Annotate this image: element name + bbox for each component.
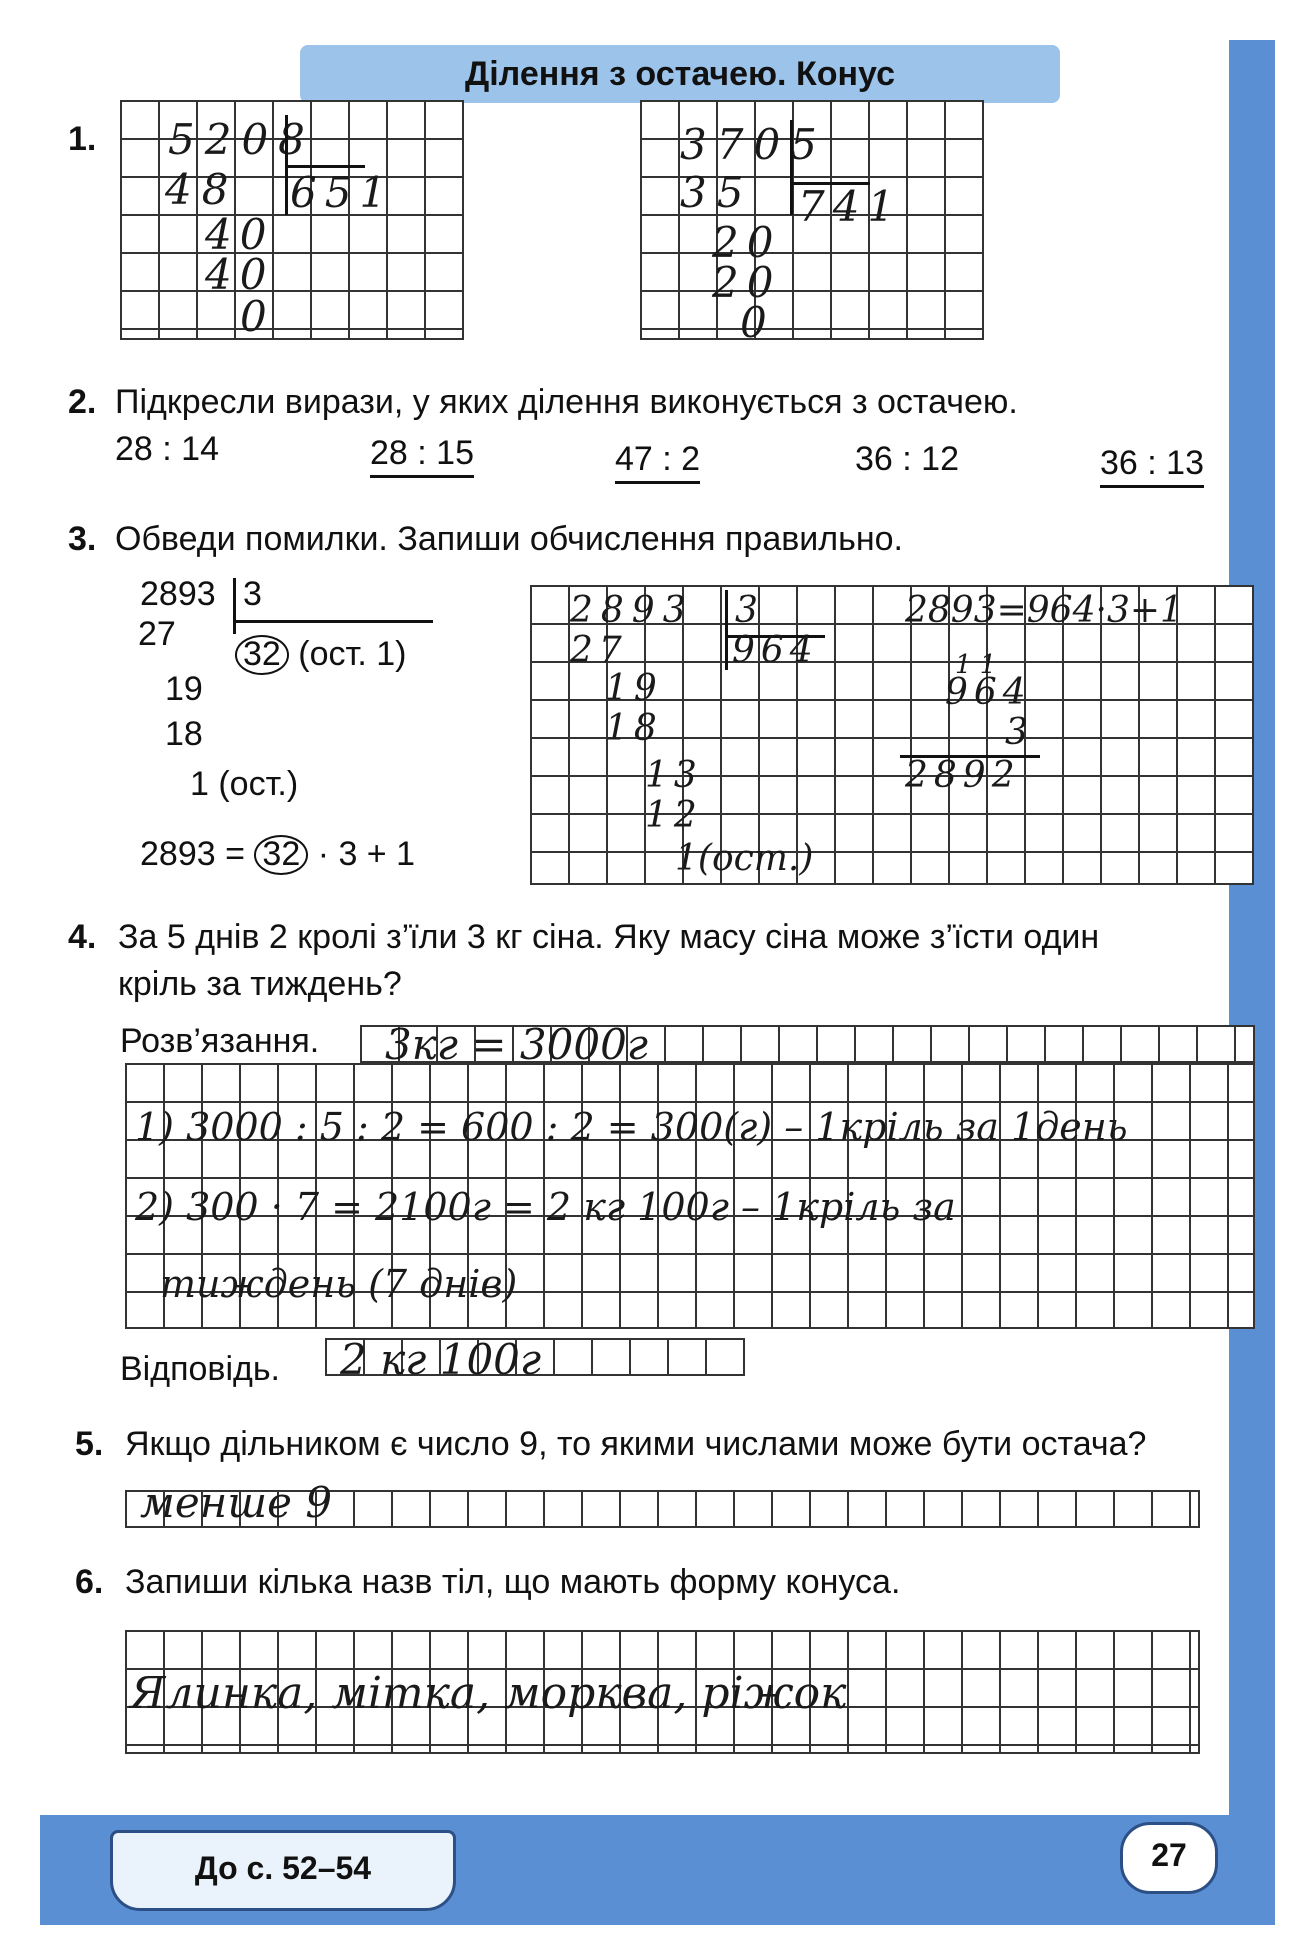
- task3-hw-bar: [725, 590, 728, 670]
- task1-div2-sub1: 35: [680, 168, 754, 217]
- task5-answer: менше 9: [140, 1478, 333, 1527]
- task3-printed-quotient-suffix: (ост. 1): [298, 635, 407, 673]
- task3-printed-check: [140, 835, 415, 875]
- task4-solution-label: Розв’язання.: [120, 1022, 320, 1060]
- task1-div2-mid1: 20: [712, 218, 782, 267]
- task2-expr-1: 28 : 14: [115, 430, 219, 468]
- task1-div1-mid1: 40: [205, 210, 275, 259]
- task1-div1-dividend: 5208: [168, 115, 315, 164]
- task3-hw-mult-by: 3: [1005, 712, 1028, 753]
- task2-expr-3: 47 : 2: [615, 440, 700, 484]
- task2-text: Підкресли вирази, у яких ділення виконується з остачею.: [115, 383, 1018, 421]
- task4-sol-line2: 2) 300 · 7 = 2100г = 2 кг 100г – 1кріль за: [135, 1185, 956, 1229]
- task3-hw-mid1: 19: [605, 668, 663, 709]
- task1-number: 1.: [68, 120, 97, 158]
- task3-check-right: · 3 + 1: [317, 835, 416, 873]
- task4-answer: 2 кг 100г: [340, 1335, 542, 1384]
- task4-sol-line1: 1) 3000 : 5 : 2 = 600 : 2 = 300(г) – 1кріль за 1день: [135, 1105, 1128, 1149]
- task3-hw-check: 2893=964·3+1: [905, 590, 1183, 631]
- task2-expr-5: 36 : 13: [1100, 444, 1204, 488]
- task1-div1-quotient: 651: [290, 168, 395, 217]
- task2-expr-4: 36 : 12: [855, 440, 959, 478]
- task1-div1-rem: 0: [240, 292, 267, 341]
- task3-printed-quotient-wrap: [235, 635, 406, 675]
- task3-check-left: 2893 =: [140, 835, 245, 873]
- task1-div1-sub1: 48: [165, 165, 239, 214]
- task5-number: 5.: [75, 1425, 104, 1463]
- task3-printed-sub2: 18: [165, 715, 203, 753]
- task1-div2-quotient: 741: [798, 182, 903, 231]
- task2-expr-2: 28 : 15: [370, 434, 474, 478]
- task3-number: 3.: [68, 520, 97, 558]
- task1-div2-rem: 0: [740, 298, 767, 347]
- task3-printed-quotient: 32: [235, 635, 289, 675]
- task3-hw-quotient: 964: [732, 630, 819, 671]
- task1-div2-sub2: 20: [712, 258, 782, 307]
- task5-text: Якщо дільником є число 9, то якими числами може бути остача?: [125, 1425, 1147, 1463]
- book-reference: [110, 1830, 456, 1911]
- task4-text-line2: кріль за тиждень?: [118, 965, 402, 1003]
- task1-div1-sub2: 40: [205, 250, 275, 299]
- task3-printed-dividend: 2893: [140, 575, 216, 613]
- task3-printed-sub1: 27: [138, 615, 176, 653]
- task3-printed-divisor: 3: [243, 575, 262, 613]
- task2-number: 2.: [68, 383, 97, 421]
- task3-hw-mid2: 13: [645, 755, 703, 796]
- task3-hw-divisor: 3: [735, 590, 758, 631]
- task3-hw-carry: 1 1: [955, 650, 997, 680]
- task6-text: Запиши кілька назв тіл, що мають форму конуса.: [125, 1563, 901, 1601]
- task3-text: Обведи помилки. Запиши обчислення правильно.: [115, 520, 903, 558]
- book-reference-text: До с. 52–54: [194, 1850, 372, 1886]
- task4-sol-line3: тиждень (7 днів): [160, 1262, 518, 1306]
- task3-hw-dividend: 2893: [570, 590, 694, 631]
- task4-number: 4.: [68, 918, 97, 956]
- task3-hw-sub1: 27: [570, 630, 628, 671]
- task6-answer: Ялинка, мітка, морква, ріжок: [130, 1668, 847, 1719]
- task1-div2-dividend: 3705: [680, 120, 827, 169]
- task3-printed-quot-line: [233, 620, 433, 623]
- task3-printed-rem: 1 (ост.): [190, 765, 299, 803]
- task4-sol-line0: 3кг = 3000г: [385, 1020, 649, 1069]
- task3-hw-rem: 1(ост.): [675, 838, 814, 879]
- page-number: 27: [1120, 1822, 1218, 1894]
- task3-printed-mid1: 19: [165, 670, 203, 708]
- task3-hw-sub2: 18: [605, 708, 663, 749]
- page-title: Ділення з остачею. Конус: [300, 45, 1060, 103]
- task6-number: 6.: [75, 1563, 104, 1601]
- task4-text-line1: За 5 днів 2 кролі з’їли 3 кг сіна. Яку масу сіна може з’їсти один: [118, 918, 1100, 956]
- task1-div2-bar: [790, 120, 793, 215]
- task4-answer-label: Відповідь.: [120, 1350, 281, 1388]
- task3-check-q: 32: [254, 835, 308, 875]
- task3-hw-mult-res: 2892: [905, 755, 1021, 796]
- task3-hw-mult-top: 964: [945, 672, 1032, 713]
- task3-printed-bar: [233, 578, 236, 634]
- task3-hw-sub3: 12: [645, 795, 703, 836]
